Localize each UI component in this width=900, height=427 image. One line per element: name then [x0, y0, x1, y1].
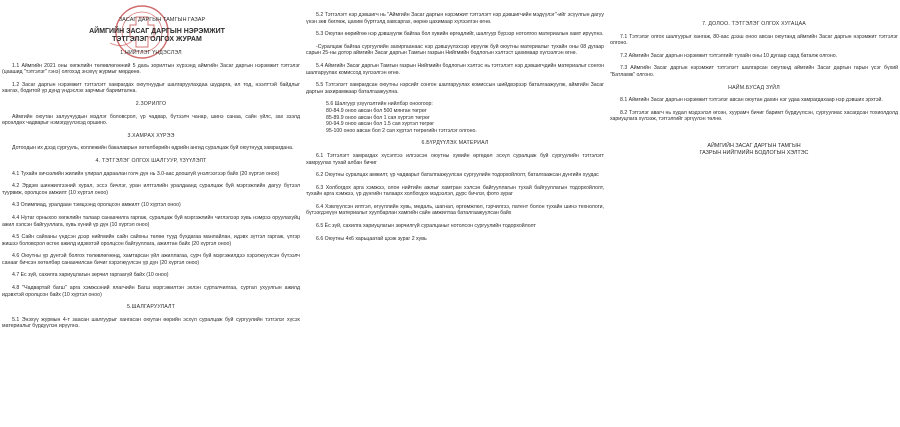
section-heading: НАЙМ.БУСАД ЗҮЙЛ: [728, 84, 780, 91]
title-line-2: ТЭТГЭЛЭГ ОЛГОХ ЖУРАМ: [112, 36, 202, 43]
paragraph: 5.4 Аймгийн Засаг даргын Тамгын газрын Нийгмийн бодлогын хэлтэс нь тэтгэлэгт нэр дэвшигчдийн материалыг сонгон шалгаруулах комиссод хүлээлгэн өгнө.: [306, 62, 604, 76]
paragraph: 4.7 Ес зүй, сахилга хариуцлагын зөрчил гаргаагүй байх (10 оноо): [12, 272, 169, 279]
paragraph: 4.3 Олимпиад, уралдаан тэмцээнд оролцсон амжилт (10 хүртэл оноо): [12, 202, 181, 209]
paragraph: 6.4 Хэвлүүлсэн илтгэл, өгүүллийн хувь, медаль, шагнал, өргөмжлөл, гэрчилгээ, патент болон тухайн шинэ технологи, бүтээгдэхүүн материалыг хуулбарлан хамгийн сайн амжилтаа баталгаажуулсан байх: [306, 203, 604, 217]
section-heading: 1.НИЙТЛЭГ ҮНДЭСЛЭЛ: [120, 50, 182, 56]
paragraph: 5.2 Тэтгэлэгт нэр дэвшигч нь "Аймгийн Засаг даргын нэрэмжит тэтгэлэгт нэр дэвшигчийн мэдүүлэг"-ийг эсүүлгын дагуу үнэн зөв бөглөж, цахим бүртгэлд хавсаргах, өөрөө цахимаар хүлээлгэн өгнө.: [306, 12, 604, 25]
paragraph: 7.2 Аймгийн Засаг даргын нэрэмжит тэтгэлгийг тухайн оны 10 дугаар сард баталж олгоно.: [620, 52, 838, 59]
paragraph: 6.2 Оюутны суралцах амжилт, үр чадварыг баталгаажуулсан сургуулийн тодорхойлолт, баталгаажсан дүнгийн хуудас: [316, 172, 599, 179]
title-line-1: АЙМГИЙН ЗАСАГ ДАРГЫН НЭРЭМЖИТ: [89, 28, 225, 35]
signature-block: [610, 143, 898, 157]
paragraph: 4.8 "Чадвартай багш" арга хэмжээний ялагчийн Багш мэргэжилтэн эхлэн сурталчилгаа, суртал ухуулгын ажилд идэвхтэй оролцсон байх (10 хүртэл оноо): [2, 285, 300, 298]
paragraph: 7.1 Тэтгэлэг олгох шалгуурыг хангаж, 80-аас дээш оноо авсан оюутанд аймгийн Засаг даргын нэрэмжит тэтгэлэг олгоно.: [610, 33, 898, 47]
signature-line-1: АЙМГИЙН ЗАСАГ ДАРГЫН ТАМГЫН: [707, 142, 801, 149]
paragraph: 8.2 Тэтгэлэг авагч нь худал мэдээлэл өгсөн, хуурамч бичиг баримт бүрдүүлсэн, сургуулиас хасагдсан тохиолдолд хариуцлага хүлээж, тэтгэлгийг эргүүлэн төлнө.: [610, 109, 898, 123]
signature-line-2: ГАЗРЫН НИЙГМИЙН БОДЛОГЫН ХЭЛТЭС: [699, 149, 809, 156]
department-header: ЗАСАГ ДАРГЫН ТАМГЫН ГАЗАР: [118, 17, 206, 23]
document-title: [62, 28, 252, 44]
paragraph: 6.6 Оюутны 4х6 харьцаатай цээж зураг 2 хувь: [316, 235, 427, 242]
list-item: 80-84.9 оноо авсан бол 500 мянган төгрөг: [326, 107, 427, 114]
paragraph: 4.6 Оюутны үр дүнтэй болгох төлөвлөгөөнд, хамтарсан үйл ажиллагаа, сурч буй мэргэжилдээ хэрэгжүүлсэн бүтээлч санааг бичсэн хөтөлбөр санаачилсан бичиг хэрэгжүүлсэн үр дүн (20 хүртэл оноо): [2, 253, 300, 266]
paragraph: Аймгийн оюутан залуучуудын мэдлэг боловсрол, үр чадвар, бүтээлч чанар, шинэ санаа, сайн үйлс, зах зээлд өрсөлдөх чадварыг нэмэгдүүлэхэд оршино.: [2, 113, 300, 127]
award-amount-list: [326, 101, 604, 134]
section-heading: 5.ШАЛГАРУУЛАЛТ: [126, 304, 176, 311]
list-item: 95-100 оноо авсан бол 2 сая хүртэл төгрөгийн тэтгэлэг олгоно.: [326, 127, 477, 134]
paragraph: 5.1 Энэхүү журмын 4-т заасан шалгуурыг хангасан оюутан өөрийн эсхүл суралцаж буй сургуулийн тэтгэлэг хүсэх материалыг бүрдүүлэн ирүүлнэ.: [2, 316, 300, 330]
paragraph: 1.1 Аймгийн 2021 оны хөгжлийн төлөвлөгөөний 5 дахь зорилтын хүрээнд аймгийн Засаг даргын нэрэмжит тэтгэлэг (цаашид "тэтгэлэг" гэнэ) олгохэд энэхүү журмыг мөрдөнө.: [2, 62, 300, 76]
paragraph: 5.3 Оюутан өөрийгөө нэр дэвшүүлж байгаа бол хувийн өргөдлийг, шалгуур бүрээр нотолгоо материалын хамт ирүүлнэ.: [316, 31, 604, 38]
paragraph: 1.2 Засаг даргын нэрэмжит тэтгэлэгт хамрагдах оюутнуудыг шалгаруулахдаа шударга, ил тод, нээлттэй байдлыг хангах, бодитой үр дүнд үндэслэх зарчмыг баримтална.: [2, 81, 300, 95]
paragraph: 4.4 Нутаг орныхоо хөгжлийн талаар санаачилга гаргаж, суралцаж буй мэргэжлийн чиглэлээр хувь нэмрээ оруулахуйц ажил хэлсэн байгууллага, хувь хүний үр дүн (10 хүртэл оноо): [2, 214, 300, 228]
section-heading: 7. ДОЛОО. ТЭТГЭЛЭГ ОЛГОХ ХУГАЦАА: [702, 21, 806, 27]
section-heading: 4. ТЭТГЭЛЭГ ОЛГОХ ШАЛГУУР, ҮЗҮҮЛЭЛТ: [95, 157, 207, 164]
paragraph: 4.1 Тухайн хичээлийн жилийн үлирал дараалан голч дүн нь 3.0-аас доошгүй үнэлгээгээр байх (20 хүртэл оноо): [12, 170, 280, 177]
paragraph: 4.5 Сайн сайханы үндсэн дээр нийгмийн сайн сайхны төлөө тууд бүхдагаа манлайлан, идэвх зүтгэл гаргаж, үлгэр жишээ боловсрол өсгөх ажилд идэвхтэй оролцсон байгууллага, ажилтан байх (20 хүртэл оноо): [2, 234, 300, 247]
list-item: 90-94.9 оноо авсан бол 1.5 сая хүртэл төгрөг: [326, 121, 435, 128]
paragraph: 6.1 Тэтгэлэгт хамрагдах хүсэлтээ илгээсэн оюутны хувийн өргөдөл эсхүл суралцаж буй сургуулийн тэтгэлэгт хамруулах тухай албан бичиг: [306, 152, 604, 166]
paragraph: Дотоодын их дээд сургууль, коллежийн бакалаврын хөтөлбөрийн өдрийн ангид суралцаж буй оюутнууд хамрагдана.: [12, 145, 294, 152]
paragraph: 4.2 Эрдэм шинжилгээний хурал, эссэ бичлэг, уран илтгэлийн уралдаанд суралцаж буй мэргэжлийн дагуу бүтээл туурвиж, оролцсон амжилт (10 хүртэл оноо): [2, 183, 300, 196]
paragraph: 8.1 Аймгийн Засаг даргын нэрэмжит тэтгэлэг авсан оюутан дахин нэг удаа хамрагдахаар нэр дэвших эрхтэй.: [620, 97, 883, 104]
section-heading: 2.ЗОРИЛГО: [135, 100, 167, 107]
paragraph: 6.5 Ёс зүй, сахилга хариуцлагын зөрчилгүй суралцаныг нотолсон сургуулийн тодорхойлолт: [316, 223, 536, 230]
paragraph: 7.3 Аймгийн Засаг даргын нэрэмжит тэтгэлэгт шалгарсан оюутанд аймгийн Засаг даргын гарын үсэг бүхий "Батламж" олгоно.: [610, 65, 898, 78]
paragraph: 5.5 Тэтгэлэгт хамрагдсан оюутны нэрсийг сонгон шалгаруулах комиссын шийдвэрээр баталгаажуулж, аймгийн Засаг даргын захирамжаар баталгаажуулна.: [306, 82, 604, 95]
paragraph: 6.3 Холбогдох арга хэмжээ, олон нийтийн ажлыг хамтран хэлсэн байгууллагын тухай байгууллагын тодорхойлолт, тухайн арга хэмжээ, үр дүнгийн талаарх холбогдох мэдээлэл, дурс бичлэг, фото зураг: [306, 184, 604, 198]
list-heading: 5.6 Шалгуур үзүүлэлтийн нийлбэр оноогоор:: [326, 101, 433, 108]
section-heading: 3.ХАМРАХ ХҮРЭЭ: [127, 132, 175, 139]
list-item: 85-89.9 оноо авсан бол 1 сая хүртэл төгрөг: [326, 114, 430, 121]
paragraph: -Суралцаж байгаа сургуулийн захиргаанаас нэр дэвшүүлэхээр ирүүлж буй оюутны материалыг тухайн оны 08 дугаар сарын 25-ны дотор аймгийн Засаг даргын Тамгын газрын Нийгмийн бодлогын хэлтэст цахимаар хүлээлгэн өгнө.: [306, 43, 604, 57]
section-heading: 6.БҮРДҮҮЛЭХ МАТЕРИАЛ: [421, 140, 489, 147]
